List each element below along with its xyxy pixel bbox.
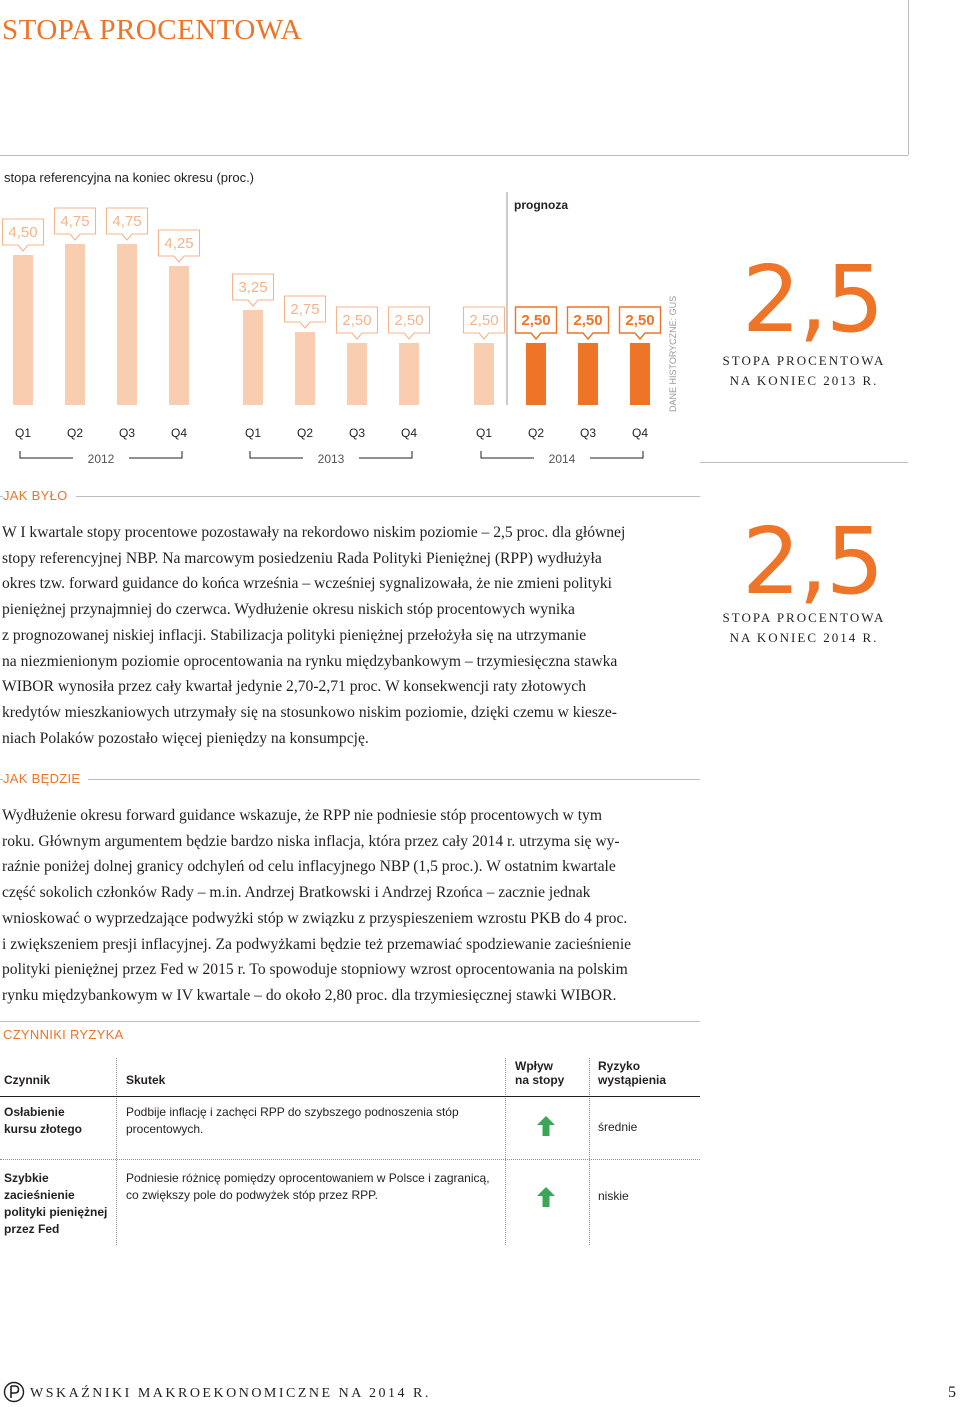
highlight-2014-caption: [700, 608, 908, 648]
value-label-text: 2,50: [394, 312, 424, 329]
bar-q1-8: [474, 343, 494, 405]
rate-chart: [0, 190, 700, 475]
col-sep: [116, 1058, 117, 1245]
header-impact-line2: na stopy: [515, 1073, 565, 1087]
value-label-text: 2,50: [342, 312, 372, 329]
row2-risk: niskie: [598, 1189, 629, 1203]
x-tick-label: Q3: [118, 426, 136, 440]
value-label-text: 4,50: [8, 224, 38, 241]
value-label-text: 4,75: [60, 213, 90, 230]
x-tick-label: Q4: [631, 426, 649, 440]
value-label: [3, 219, 44, 251]
year-label: 2013: [317, 452, 345, 466]
will-line: Wydłużenie okresu forward guidance wskazuje, że RPP nie podniesie stóp procentowych w tym: [2, 807, 602, 824]
bar-q3-6: [347, 343, 367, 405]
x-tick-label: Q3: [348, 426, 366, 440]
x-tick-label: Q1: [475, 426, 493, 440]
bar-q3-10: [578, 343, 598, 405]
publisher-logo-icon: [3, 1381, 25, 1403]
highlight-2014-line1: STOPA PROCENTOWA: [722, 610, 886, 625]
was-line: okres tzw. forward guidance do końca września – wcześniej sygnalizowała, że nie zmieni polityki: [2, 575, 612, 593]
will-line: raźnie poniżej dolnej granicy odchyleń od celu inflacyjnego NBP (1,5 proc.). W ostatnim kwartale: [2, 858, 616, 876]
page-number: 5: [948, 1384, 956, 1401]
was-line: WIBOR wynosiła przez cały kwartał jedynie 2,70-2,71 proc. W konsekwencji raty złotowych: [2, 678, 587, 696]
row1-effect-line: Podbije inflację i zachęci RPP do szybszego podnoszenia stóp: [126, 1105, 459, 1119]
value-label: [568, 307, 609, 339]
row1-factor: [4, 1104, 82, 1138]
risk-label: CZYNNIKI RYZYKA: [3, 1027, 124, 1042]
row-rule: [0, 1159, 700, 1160]
value-label: [620, 307, 661, 339]
row1-factor-line: Osłabienie: [4, 1105, 65, 1119]
col-sep: [589, 1058, 590, 1245]
value-label-text: 4,75: [112, 213, 142, 230]
was-line: kredytów mieszkaniowych utrzymały się na stosunkowo niskim poziomie, dzięki czemu w kiesze-: [2, 703, 617, 721]
title-divider: [0, 155, 908, 156]
chart-x-axis: [15, 426, 648, 440]
was-line: pieniężnej przynajmniej do czerwca. Wydłużenie okresu niskich stóp procentowych wynika: [2, 601, 575, 619]
header-rule: [0, 1096, 700, 1097]
row2-factor-line: polityki pieniężnej: [4, 1205, 108, 1219]
chart-subtitle: stopa referencyjna na koniec okresu (proc.): [4, 170, 255, 185]
value-label: [55, 208, 96, 240]
row2-factor-line: przez Fed: [4, 1222, 60, 1236]
value-label: [516, 307, 557, 339]
footer-title: WSKAŹNIKI MAKROEKONOMICZNE NA 2014 R.: [30, 1386, 431, 1401]
value-label-text: 2,75: [290, 301, 320, 318]
x-tick-label: Q2: [527, 426, 545, 440]
value-label: [337, 307, 378, 339]
section-will-label: JAK BĘDZIE: [3, 771, 88, 786]
value-label-text: 2,50: [625, 312, 655, 329]
year-label: 2012: [87, 452, 115, 466]
x-tick-label: Q4: [400, 426, 418, 440]
will-line: polityki pieniężnej przez Fed w 2015 r. To spowoduje stopniowy wzrost oprocentowania na polskim: [2, 961, 628, 979]
row1-risk: średnie: [598, 1120, 638, 1134]
x-tick-label: Q3: [579, 426, 597, 440]
value-label-text: 4,25: [164, 235, 194, 252]
bar-q3-2: [117, 244, 137, 405]
will-line: wnioskować o wyprzedzające podwyżki stóp w związku z przyspieszeniem wzrostu PKB do 4 proc.: [2, 909, 628, 927]
chart-year-axis: [20, 451, 643, 466]
value-label: [389, 307, 430, 339]
row2-factor-line: Szybkie: [4, 1171, 49, 1185]
header-impact: [515, 1059, 564, 1087]
x-tick-label: Q2: [296, 426, 314, 440]
bar-q2-9: [526, 343, 546, 405]
bar-q2-1: [65, 244, 85, 405]
bar-q2-5: [295, 332, 315, 405]
header-risk-line2: wystąpienia: [598, 1073, 667, 1087]
was-line: z prognozowanej niskiej inflacji. Stabilizacja polityki pieniężnej przełożyła się na utrzymanie: [2, 626, 587, 644]
risk-top-rule: [0, 1021, 700, 1022]
highlight-2014-value: 2,5: [742, 508, 883, 615]
section-was-label: JAK BYŁO: [3, 488, 76, 503]
bar-q1-0: [13, 255, 33, 405]
row2-effect: [126, 1170, 490, 1204]
row2-effect-line: co zwiększy pole do podwyżek stóp przez RPP.: [126, 1188, 378, 1202]
row2-effect-line: Podniesie różnicę pomiędzy oprocentowaniem w Polsce i zagranicą,: [126, 1171, 490, 1185]
value-label-text: 2,50: [521, 312, 551, 329]
highlight-2013-line2: NA KONIEC 2013 R.: [729, 373, 879, 388]
arrow-up-icon: [535, 1115, 557, 1137]
highlight-2013-value: 2,5: [742, 246, 883, 353]
value-label: [285, 296, 326, 328]
was-line: na niezmienionym poziomie oprocentowania na rynku międzybankowym – trzymiesięczna stawka: [2, 652, 618, 670]
value-label-text: 2,50: [573, 312, 603, 329]
x-tick-label: Q1: [14, 426, 32, 440]
was-line: stopy referencyjnej NBP. Na marcowym posiedzeniu Rada Polityki Pieniężnej (RPP) wydłużyła: [2, 549, 602, 567]
value-label: [159, 230, 200, 262]
will-line: część sokolich członków Rady – m.in. Andrzej Bratkowski i Andrzej Rzońca – zacznie jednak: [2, 884, 591, 902]
value-label: [464, 307, 505, 339]
value-label-text: 3,25: [238, 279, 268, 296]
section-was-text: [2, 520, 702, 751]
highlight-2013-line1: STOPA PROCENTOWA: [722, 353, 886, 368]
was-line: W I kwartale stopy procentowe pozostawały na rekordowo niskim poziomie – 2,5 proc. dla głównej: [2, 524, 626, 541]
title-vertical-divider: [908, 0, 909, 155]
bar-q4-7: [399, 343, 419, 405]
arrow-up-icon: [535, 1186, 557, 1208]
highlight-divider: [700, 462, 908, 463]
bar-q1-4: [243, 310, 263, 405]
row1-factor-line: kursu złotego: [4, 1122, 83, 1136]
forecast-label: prognoza: [514, 198, 568, 212]
bar-q4-11: [630, 343, 650, 405]
header-risk-line1: Ryzyko: [598, 1059, 641, 1073]
col-sep: [505, 1058, 506, 1245]
year-label: 2014: [548, 452, 576, 466]
row1-effect: [126, 1104, 459, 1138]
header-effect: Skutek: [126, 1073, 166, 1087]
x-tick-label: Q1: [244, 426, 262, 440]
section-was-rule: [0, 496, 700, 497]
header-factor: Czynnik: [4, 1073, 51, 1087]
will-line: roku. Głównym argumentem będzie bardzo niska inflacja, która przez cały 2014 r. utrzyma się wy-: [2, 832, 620, 850]
will-line: rynku międzybankowym w IV kwartale – do około 2,80 proc. dla trzymiesięcznej stawki WIBOR.: [2, 986, 617, 1004]
row2-factor: [4, 1170, 107, 1238]
value-label-text: 2,50: [469, 312, 499, 329]
bar-q4-3: [169, 266, 189, 405]
section-will-rule: [0, 779, 700, 780]
source-note: DANE HISTORYCZNE: GUS: [668, 295, 678, 412]
highlight-2013-caption: [700, 351, 908, 391]
x-tick-label: Q4: [170, 426, 188, 440]
row1-effect-line: procentowych.: [126, 1122, 204, 1136]
row2-factor-line: zacieśnienie: [4, 1188, 75, 1202]
page-title: STOPA PROCENTOWA: [2, 14, 302, 46]
header-impact-line1: Wpływ: [515, 1059, 553, 1073]
x-tick-label: Q2: [66, 426, 84, 440]
will-line: i zwiększeniem presji inflacyjnej. Za podwyżkami będzie też przemawiać spodziewanie zacieśnienie: [2, 935, 632, 953]
section-will-text: [2, 803, 702, 1009]
highlight-2014-line2: NA KONIEC 2014 R.: [729, 630, 879, 645]
header-risk: [598, 1059, 666, 1087]
value-label: [233, 274, 274, 306]
was-line: niach Polaków pozostało więcej pieniędzy na konsumpcję.: [2, 729, 369, 747]
chart-value-labels: [3, 208, 661, 339]
value-label: [107, 208, 148, 240]
